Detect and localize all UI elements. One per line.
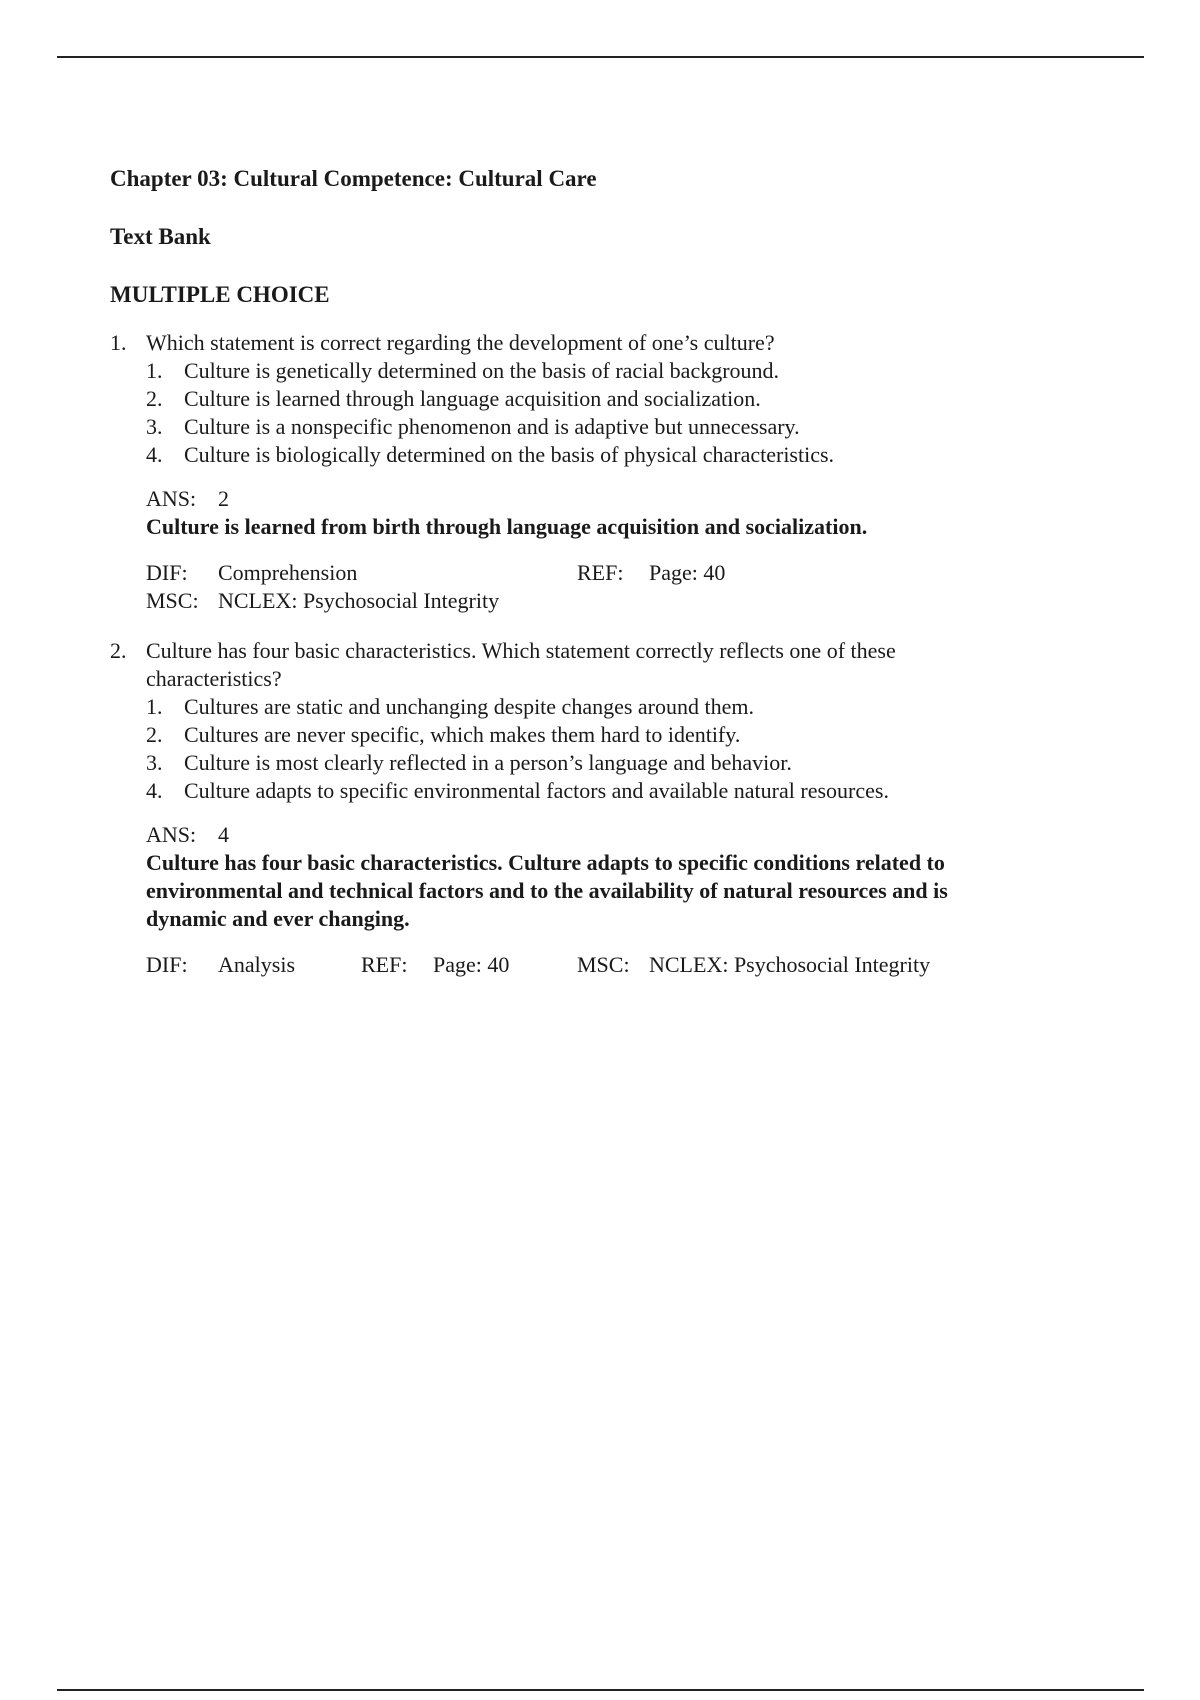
option-number: 1.	[146, 358, 163, 383]
answer-block	[146, 821, 1086, 933]
option-item	[146, 441, 1086, 469]
question-stem: Which statement is correct regarding the development of one’s culture?	[146, 330, 775, 355]
option-item	[146, 413, 1086, 441]
question-metadata	[146, 951, 1086, 979]
dif-value: Comprehension	[218, 560, 358, 585]
answer-rationale: Culture has four basic characteristics. Culture adapts to specific conditions related to environmental and technical factors and to the availability of natural resources and is dynamic and ever changing.	[146, 850, 948, 931]
question-metadata	[146, 559, 1086, 615]
option-text: Culture is biologically determined on the basis of physical characteristics.	[184, 442, 835, 467]
msc-value: NCLEX: Psychosocial Integrity	[218, 588, 500, 613]
answer-line	[146, 821, 1086, 849]
answer-value: 4	[218, 822, 229, 847]
option-item	[146, 385, 1086, 413]
msc-label: MSC:	[146, 588, 199, 613]
option-text: Cultures are static and unchanging despite changes around them.	[184, 694, 754, 719]
ref-value: Page: 40	[649, 560, 726, 585]
dif-label: DIF:	[146, 560, 188, 585]
question-2	[110, 637, 1130, 979]
option-number: 4.	[146, 442, 163, 467]
page-content	[110, 165, 1130, 979]
dif-label: DIF:	[146, 952, 188, 977]
answer-label: ANS:	[146, 822, 197, 847]
option-item	[146, 357, 1086, 385]
question-1	[110, 329, 1130, 615]
option-number: 2.	[146, 722, 163, 747]
option-number: 3.	[146, 414, 163, 439]
answer-value: 2	[218, 486, 229, 511]
answer-block	[146, 485, 1086, 541]
option-text: Culture is most clearly reflected in a person’s language and behavior.	[184, 750, 792, 775]
option-item	[146, 777, 1086, 805]
question-body	[146, 637, 1086, 979]
option-text: Culture adapts to specific environmental factors and available natural resources.	[184, 778, 889, 803]
question-stem: Culture has four basic characteristics. Which statement correctly reflects one of these characteristics?	[146, 638, 896, 691]
option-list	[146, 357, 1086, 469]
option-number: 2.	[146, 386, 163, 411]
question-body	[146, 329, 1086, 615]
option-text: Cultures are never specific, which makes them hard to identify.	[184, 722, 741, 747]
top-rule	[57, 56, 1144, 58]
option-text: Culture is genetically determined on the basis of racial background.	[184, 358, 780, 383]
option-list	[146, 693, 1086, 805]
option-text: Culture is a nonspecific phenomenon and is adaptive but unnecessary.	[184, 414, 800, 439]
option-item	[146, 693, 1086, 721]
ref-label: REF:	[577, 560, 624, 585]
option-number: 3.	[146, 750, 163, 775]
question-number: 2.	[110, 638, 127, 663]
option-number: 4.	[146, 778, 163, 803]
chapter-title: Chapter 03: Cultural Competence: Cultural Care	[110, 166, 597, 191]
option-item	[146, 721, 1086, 749]
option-item	[146, 749, 1086, 777]
question-number: 1.	[110, 330, 127, 355]
ref-label: REF:	[361, 952, 408, 977]
answer-label: ANS:	[146, 486, 197, 511]
msc-value: NCLEX: Psychosocial Integrity	[649, 952, 931, 977]
bottom-rule	[57, 1689, 1144, 1691]
ref-value: Page: 40	[433, 952, 510, 977]
answer-line	[146, 485, 1086, 513]
dif-value: Analysis	[218, 952, 295, 977]
option-number: 1.	[146, 694, 163, 719]
section-heading: MULTIPLE CHOICE	[110, 282, 330, 307]
document-subtitle: Text Bank	[110, 224, 211, 249]
option-text: Culture is learned through language acquisition and socialization.	[184, 386, 761, 411]
msc-label: MSC:	[577, 952, 630, 977]
answer-rationale: Culture is learned from birth through language acquisition and socialization.	[146, 514, 868, 539]
